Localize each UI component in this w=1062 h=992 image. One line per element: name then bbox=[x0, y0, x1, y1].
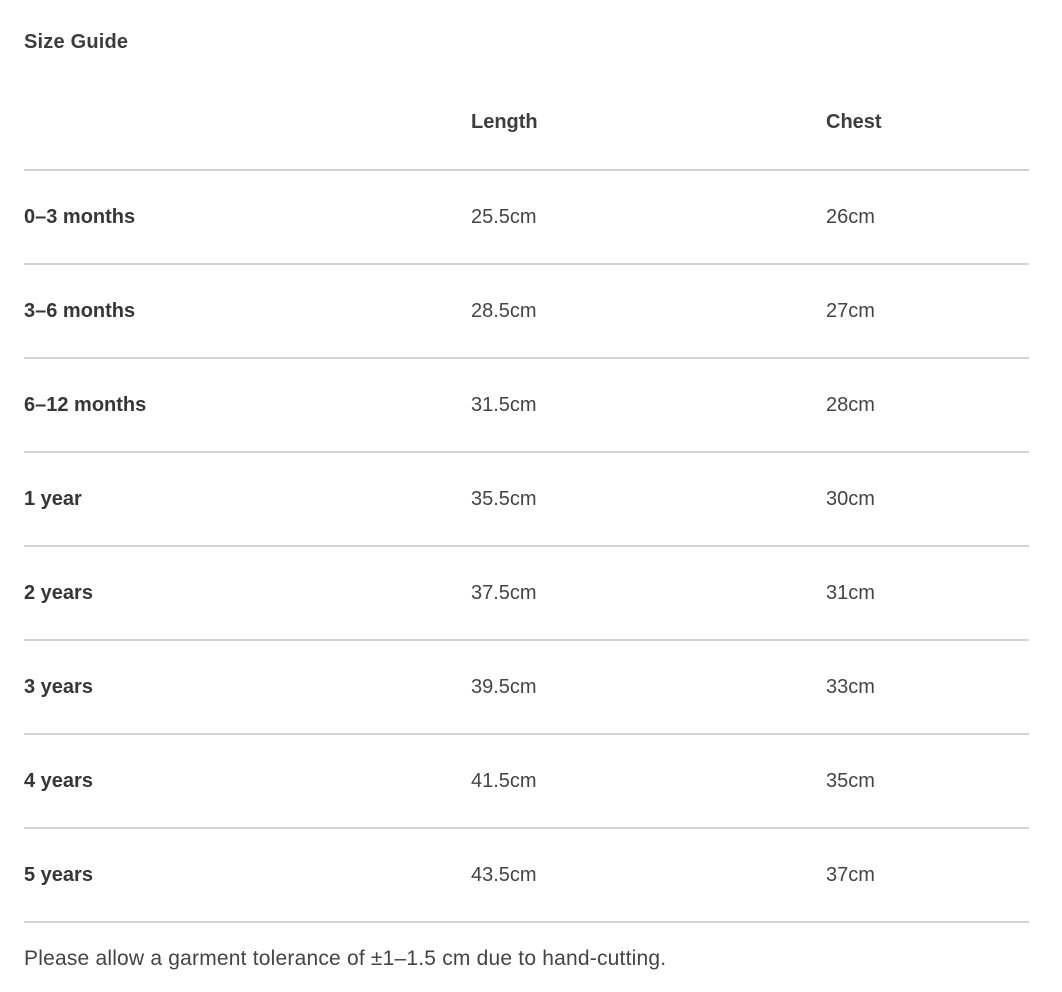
chest-cell: 28cm bbox=[826, 358, 1029, 452]
length-cell: 43.5cm bbox=[471, 828, 826, 922]
table-row bbox=[24, 640, 1029, 734]
header-length: Length bbox=[471, 76, 826, 170]
size-cell: 1 year bbox=[24, 452, 471, 546]
length-cell: 37.5cm bbox=[471, 546, 826, 640]
page-title: Size Guide bbox=[24, 31, 129, 53]
chest-cell: 37cm bbox=[826, 828, 1029, 922]
table-row bbox=[24, 358, 1029, 452]
header-size bbox=[24, 76, 471, 170]
chest-cell: 30cm bbox=[826, 452, 1029, 546]
size-cell: 3 years bbox=[24, 640, 471, 734]
size-table bbox=[24, 76, 1029, 923]
chest-cell: 35cm bbox=[826, 734, 1029, 828]
size-cell: 0–3 months bbox=[24, 170, 471, 264]
chest-cell: 31cm bbox=[826, 546, 1029, 640]
size-cell: 3–6 months bbox=[24, 264, 471, 358]
table-row bbox=[24, 170, 1029, 264]
size-cell: 5 years bbox=[24, 828, 471, 922]
size-cell: 6–12 months bbox=[24, 358, 471, 452]
length-cell: 35.5cm bbox=[471, 452, 826, 546]
size-cell: 2 years bbox=[24, 546, 471, 640]
table-row bbox=[24, 828, 1029, 922]
length-cell: 28.5cm bbox=[471, 264, 826, 358]
table-row bbox=[24, 264, 1029, 358]
length-cell: 39.5cm bbox=[471, 640, 826, 734]
chest-cell: 26cm bbox=[826, 170, 1029, 264]
length-cell: 25.5cm bbox=[471, 170, 826, 264]
table-row bbox=[24, 734, 1029, 828]
table-row bbox=[24, 546, 1029, 640]
length-cell: 41.5cm bbox=[471, 734, 826, 828]
header-chest: Chest bbox=[826, 76, 1029, 170]
chest-cell: 33cm bbox=[826, 640, 1029, 734]
table-row bbox=[24, 452, 1029, 546]
tolerance-note: Please allow a garment tolerance of ±1–1.5 cm due to hand-cutting. bbox=[24, 947, 667, 970]
chest-cell: 27cm bbox=[826, 264, 1029, 358]
table-header-row bbox=[24, 76, 1029, 170]
size-cell: 4 years bbox=[24, 734, 471, 828]
length-cell: 31.5cm bbox=[471, 358, 826, 452]
